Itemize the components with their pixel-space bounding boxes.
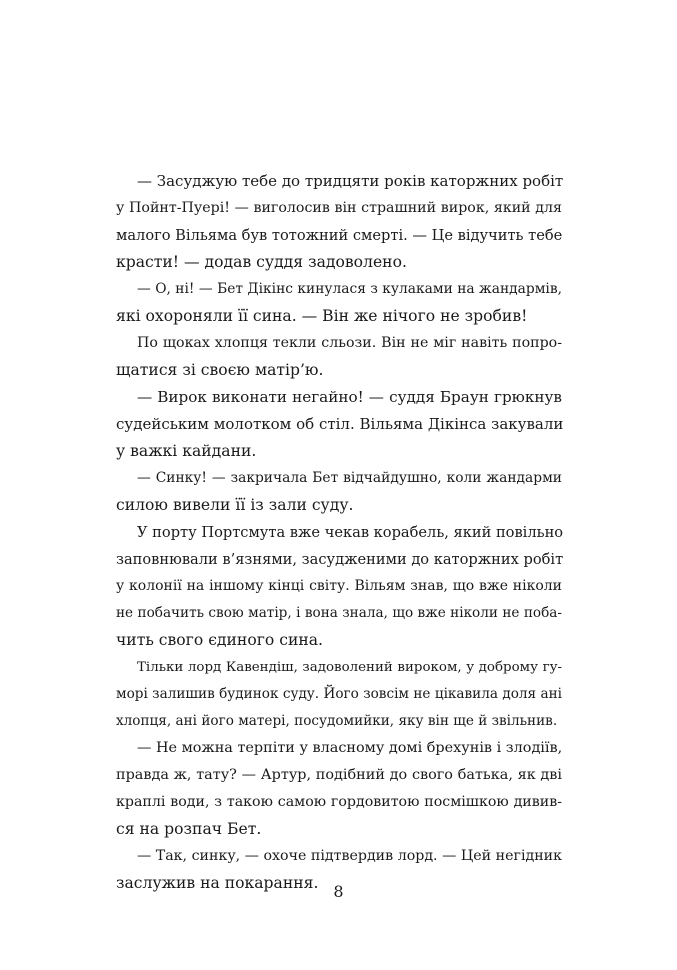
text-line: Тільки лорд Кавендіш, задоволений вироком, у доброму гу- [137, 660, 562, 675]
text-line: — Не можна терпіти у власному домі брехунів і злодіїв, [137, 740, 563, 756]
text-line: У порту Портсмута вже чекав корабель, який повільно [137, 524, 564, 541]
text-line: заслужив на покарання. [116, 874, 319, 892]
text-line: малого Вільяма був тотожний смерті. — Це відучить тебе [116, 227, 563, 244]
text-line: — Засуджую тебе до тридцяти років каторжних робіт [137, 172, 564, 190]
text-line: у Пойнт-Пуері! — виголосив він страшний вирок, який для [116, 200, 562, 216]
text-line: щатися зі своєю матір’ю. [116, 361, 324, 379]
paragraph [116, 384, 562, 465]
text-line: — О, ні! — Бет Дікінс кинулася з кулаками на жандармів, [137, 281, 562, 297]
text-line: — Вирок виконати негайно! — суддя Браун грюкнув [137, 388, 562, 406]
text-line: По щоках хлопця текли сльози. Він не міг навіть попро- [137, 335, 562, 351]
text-line: хлопця, ані його матері, посудомийки, яку він ще й звільнив. [116, 713, 558, 729]
paragraph [116, 330, 562, 384]
text-line: заповнювали в’язнями, засудженими до каторжних робіт [116, 551, 564, 568]
text-line: краплі води, з такою самою гордовитою посмішкою дивив- [116, 794, 562, 810]
text-line: морі залишив будинок суду. Його зовсім не цікавила доля ані [116, 686, 562, 702]
text-line: не побачить свою матір, і вона знала, що вже ніколи не поба- [116, 605, 562, 621]
text-line: правда ж, тату? — Артур, подібний до свого батька, як дві [116, 767, 562, 783]
text-line: — Так, синку, — охоче підтвердив лорд. — Цей негідник [137, 848, 562, 864]
text-line: чить свого єдиного сина. [116, 631, 323, 649]
page-number: 8 [333, 882, 344, 901]
text-line: ся на розпач Бет. [116, 820, 262, 838]
paragraph [116, 654, 562, 735]
paragraph [116, 735, 562, 843]
text-line: які охороняли її сина. — Він же нічого не зробив! [116, 307, 528, 325]
paragraph [116, 465, 562, 519]
text-line: у важкі кайдани. [116, 442, 257, 460]
text-line: красти! — додав суддя задоволено. [116, 253, 407, 271]
text-line: судейським молотком об стіл. Вільяма Дікінса закували [116, 415, 564, 433]
body-text [116, 168, 562, 897]
paragraph [116, 168, 562, 276]
paragraph [116, 276, 562, 330]
text-line: — Синку! — закричала Бет відчайдушно, коли жандарми [137, 470, 562, 486]
text-line: силою вивели її із зали суду. [116, 496, 354, 514]
paragraph [116, 519, 562, 654]
text-line: у колонії на іншому кінці світу. Вільям знав, що вже ніколи [116, 578, 562, 594]
